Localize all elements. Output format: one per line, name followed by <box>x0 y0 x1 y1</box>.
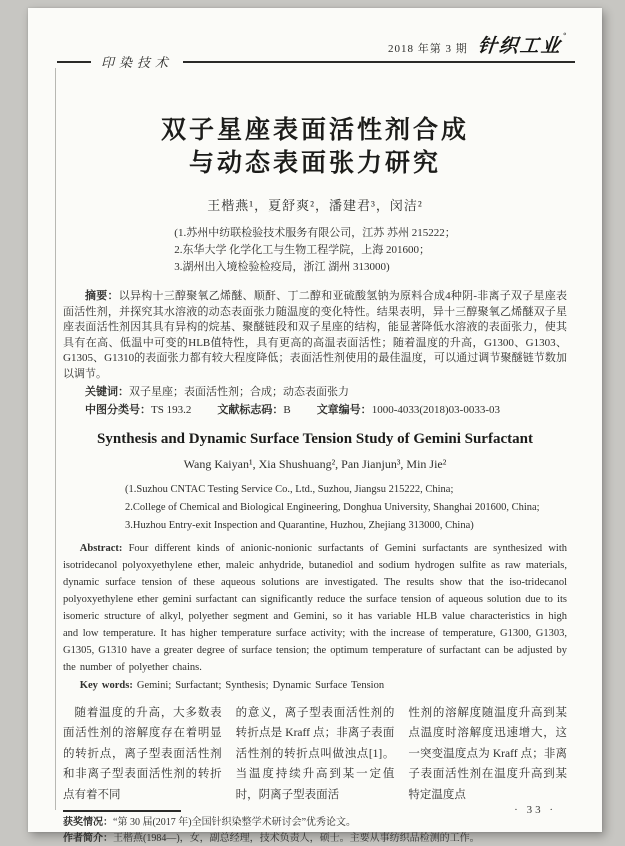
authors-en: Wang Kaiyan¹, Xia Shushuang², Pan Jianjun³, Min Jie² <box>183 456 447 471</box>
page-number: · 33 · <box>514 804 556 816</box>
body-columns <box>63 703 567 806</box>
footnote-bio-label: 作者简介： <box>63 832 113 844</box>
journal-logo-mark: ° <box>562 31 569 40</box>
scan-artifact-line <box>55 68 56 810</box>
keywords-en-label: Key words: <box>79 679 133 691</box>
footnote-award-label: 获奖情况： <box>63 817 113 829</box>
meta-row <box>63 402 567 418</box>
section-label: 印染技术 <box>91 52 183 71</box>
abstract-en-label: Abstract: <box>79 542 123 554</box>
footnote-award-text: “第 30 届(2017 年)全国针织染整学术研讨会”优秀论文。 <box>113 817 357 829</box>
body-column-2: 的意义，离子型表面活性剂的转折点是 Kraff 点；非离子表面活性剂的转折点叫做浊点[1]。当温度持续升高到某一定值时，阴离子型表面活 <box>235 706 395 801</box>
footnotes <box>63 815 567 846</box>
affiliation-cn-3: 3.湖州出入境检验检疫局，浙江 湖州 313000) <box>174 261 390 273</box>
clc-value: TS 193.2 <box>151 403 192 416</box>
abstract-cn-label: 摘要： <box>85 290 119 302</box>
keywords-cn-text: 双子星座；表面活性剂；合成；动态表面张力 <box>129 385 349 398</box>
header-right <box>388 31 567 58</box>
authors-cn: 王楷燕¹，夏舒爽²，潘建君³，闵洁² <box>207 198 423 213</box>
abstract-en-text: Four different kinds of anionic-nonionic surfactants of Gemini surfactants are synthesized with isotridecanol polyoxyethylene ether, maleic anhydride, butanediol and sodium hydrogen sulfite as raw materials, dynamic surface tension of these aqueous solutions are investigated. The results show that the iso-tridecanol polyoxyethylene ether gemini surfactant can significantly reduce the surface tension of aqueous solution due to its isomeric structure of alkyl, polyether segment and Gemini, so it has variable HLB value characteristics in high and low temperature. It has higher temperature surface activity; with the increase of temperature, G1300, G1303, G1305, G1310 have a greater degree of surface tension; the optimum temperature of surfactant can be adjusted by the number of polyether chains. <box>63 542 568 673</box>
affiliation-cn-1: (1.苏州中纺联检验技术服务有限公司，江苏 苏州 215222； <box>174 227 456 239</box>
article-id <box>317 404 500 416</box>
abstract-cn-text: 以异构十三醇聚氧乙烯醚、顺酐、丁二醇和亚硫酸氢钠为原料合成4种阴-非离子双子星座表面活性剂，并探究其水溶液的动态表面张力随温度的变化特性。结果表明，异十三醇聚氧乙烯醚双子星座表面活性剂因其具有异构的烷基、聚醚链段和双子星座的结构，能显著降低水溶液的表面张力，使其具有在高、低温中可变的HLB值特性，具有更高的高温表面活性；随着温度的升高，G1300、G1303、G1305、G1310的表面张力都有较大程度降低；表面活性剂使用的最佳温度，可以通过调节聚醚链节数加以调节。 <box>63 290 567 380</box>
article-title-cn <box>63 114 567 180</box>
abstract-en <box>63 540 567 676</box>
article-title-cn-line2: 与动态表面张力研究 <box>188 150 441 177</box>
footnote-bio <box>63 831 567 846</box>
abstract-cn <box>63 289 567 383</box>
page-header <box>63 18 567 72</box>
doc-code-label: 文献标志码： <box>217 403 284 416</box>
keywords-en-text: Gemini; Surfactant; Synthesis; Dynamic Surface Tension <box>136 679 385 691</box>
journal-logo-text: 针织工业 <box>476 36 563 57</box>
body-column-3: 性剂的溶解度随温度升高到某点温度时溶解度迅速增大，这一突变温度点为 Kraff 点；非离子表面活性剂在温度升高到某特定温度点 <box>408 706 568 801</box>
journal-logo <box>476 31 568 58</box>
doc-code-value: B <box>283 403 291 416</box>
footnote-award <box>63 815 567 831</box>
keywords-en <box>63 677 567 694</box>
affiliations-cn-block <box>174 225 455 276</box>
footnote-bio-text: 王楷燕(1984—)，女，副总经理，技术负责人，硕士。主要从事纺织品检测的工作。 <box>113 832 480 844</box>
issue-info: 2018 年第 3 期 <box>388 43 468 55</box>
keywords-cn <box>63 384 567 400</box>
affiliation-en-1: (1.Suzhou CNTAC Testing Service Co., Ltd., Suzhou, Jiangsu 215222, China; <box>125 483 454 495</box>
body-column-1: 随着温度的升高，大多数表面活性剂的溶解度存在着明显的转折点，离子型表面活性剂和非离子型表面活性剂的转折点有着不同 <box>63 706 222 801</box>
keywords-cn-label: 关键词： <box>85 385 129 398</box>
clc-label: 中图分类号： <box>85 403 151 416</box>
affiliations-cn <box>63 225 567 276</box>
affiliation-en-2: 2.College of Chemical and Biological Engineering, Donghua University, Shanghai 201600, China; <box>125 501 540 513</box>
article-title-en: Synthesis and Dynamic Surface Tension Study of Gemini Surfactant <box>97 430 533 447</box>
affiliations-en <box>63 481 567 535</box>
footnote-divider <box>63 810 181 812</box>
article-title-cn-line1: 双子星座表面活性剂合成 <box>160 117 469 144</box>
article-id-label: 文章编号： <box>316 403 372 416</box>
article-id-value: 1000-4033(2018)03-0033-03 <box>371 403 501 416</box>
paper-page <box>28 8 602 844</box>
document-code <box>217 404 290 416</box>
affiliation-cn-2: 2.东华大学 化学化工与生物工程学院，上海 201600； <box>174 244 431 256</box>
clc-number <box>85 404 191 416</box>
affiliation-en-3: 3.Huzhou Entry-exit Inspection and Quarantine, Huzhou, Zhejiang 313000, China) <box>125 519 474 531</box>
